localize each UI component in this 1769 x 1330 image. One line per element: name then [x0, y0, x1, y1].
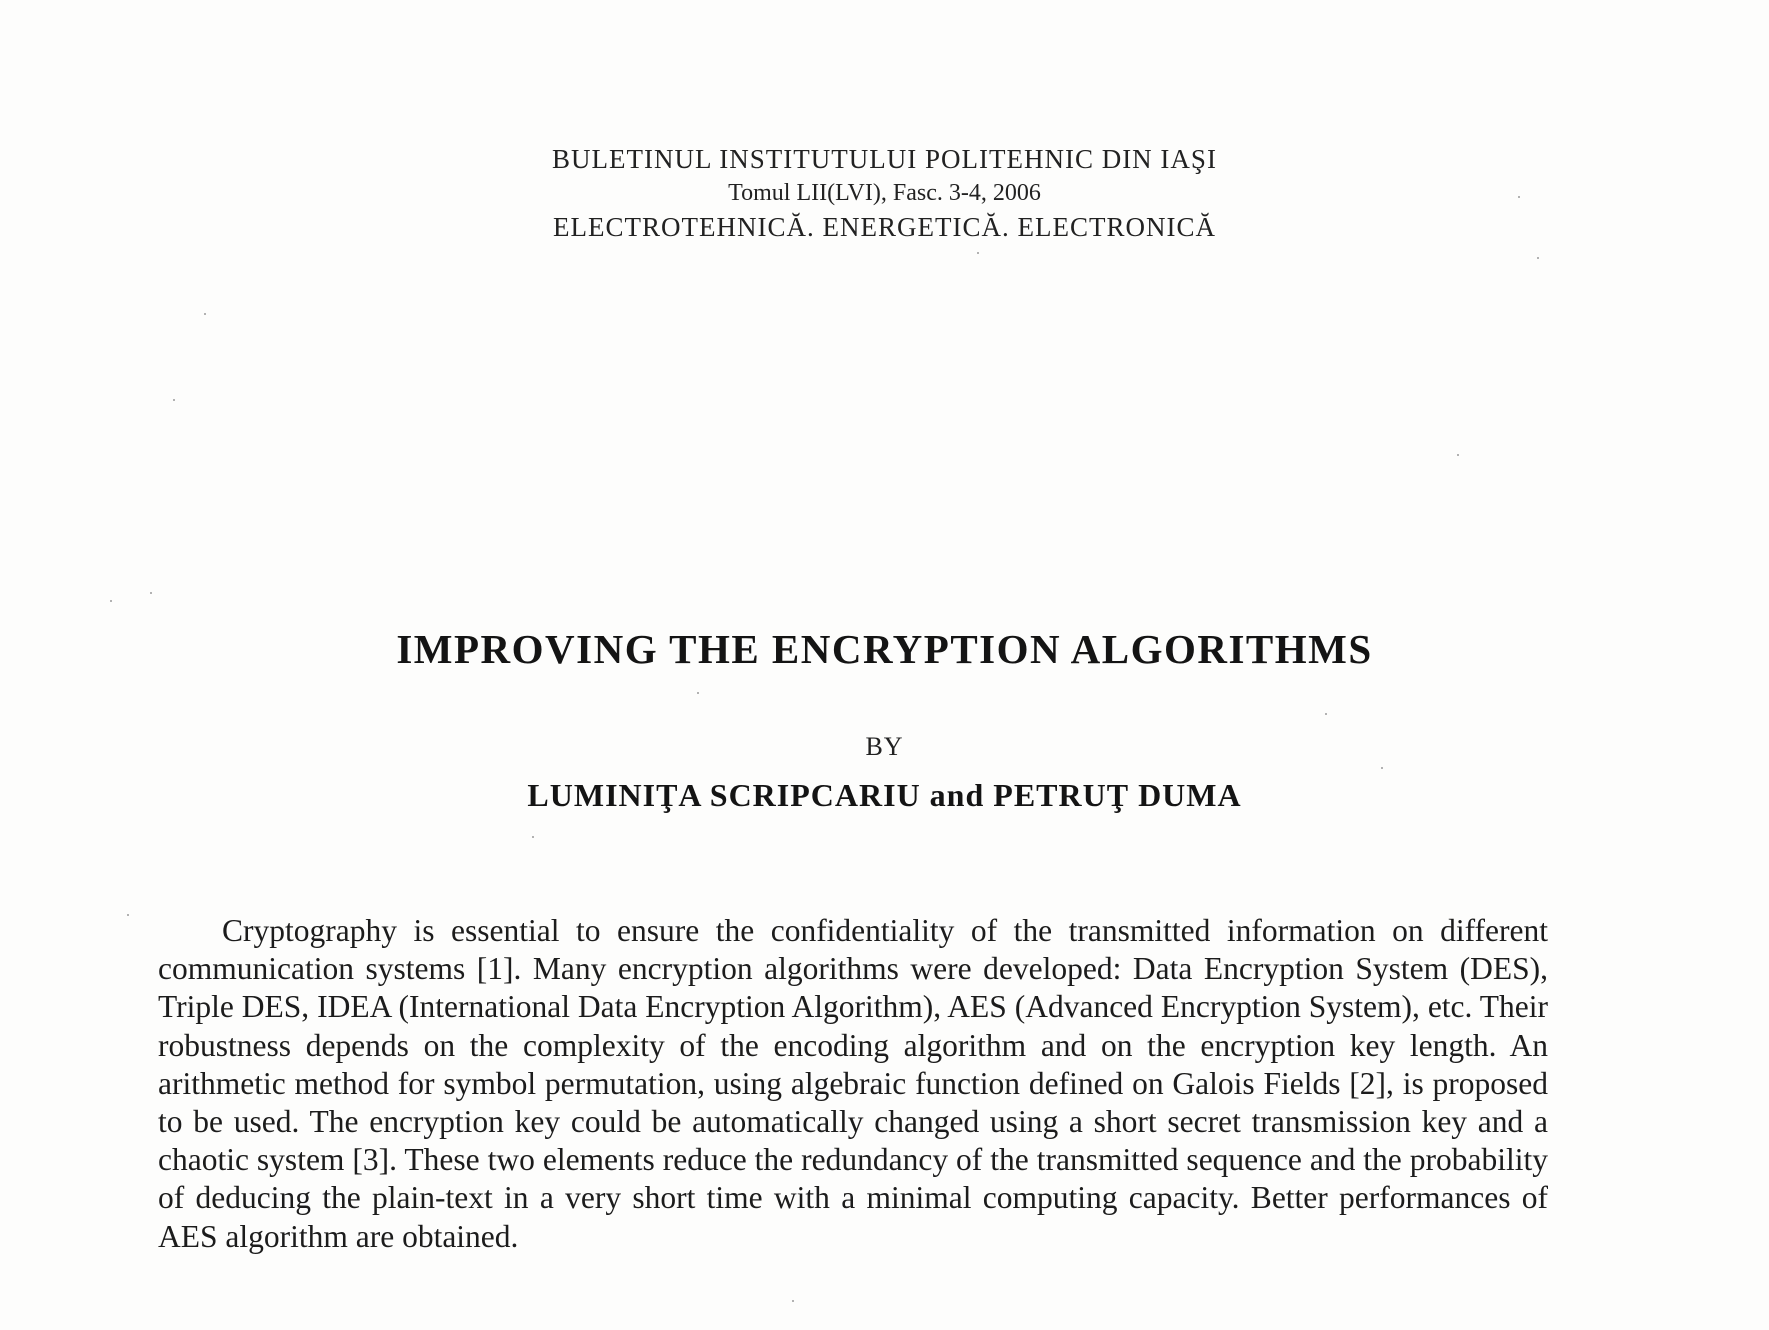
scan-speck [1457, 454, 1459, 456]
journal-volume: Tomul LII(LVI), Fasc. 3-4, 2006 [728, 180, 1041, 206]
scan-speck [110, 600, 112, 602]
scan-speck [532, 836, 534, 838]
scan-speck [1381, 767, 1383, 769]
journal-header [0, 142, 1769, 244]
scan-speck [173, 399, 175, 401]
scan-speck [792, 1300, 794, 1302]
scan-speck [1537, 257, 1539, 259]
scan-speck [1325, 713, 1327, 715]
by-line: BY [865, 732, 904, 761]
journal-section: ELECTROTEHNICĂ. ENERGETICĂ. ELECTRONICĂ [553, 212, 1216, 242]
scan-speck [697, 692, 699, 694]
scan-speck [204, 313, 206, 315]
scan-speck [1518, 196, 1520, 198]
scan-speck [150, 592, 152, 594]
paper-authors: LUMINIŢA SCRIPCARIU and PETRUŢ DUMA [527, 777, 1242, 813]
paper-title: IMPROVING THE ENCRYPTION ALGORITHMS [396, 626, 1373, 672]
scan-speck [977, 252, 979, 254]
journal-name: BULETINUL INSTITUTULUI POLITEHNIC DIN IAŞI [552, 144, 1217, 174]
scan-speck [127, 914, 129, 916]
abstract-paragraph: Cryptography is essential to ensure the confidentiality of the transmitted information on different communication systems [1]. Many encryption algorithms were developed: Data Encryption System (DES), Triple DES, IDEA (International Data Encryption Algorithm), AES (Advanced Encryption System), etc. Their robustness depends on the complexity of the encoding algorithm and on the encryption key length. An arithmetic method for symbol permutation, using algebraic function defined on Galois Fields [2], is proposed to be used. The encryption key could be automatically changed using a short secret transmission key and a chaotic system [3]. These two elements reduce the redundancy of the transmitted sequence and the probability of deducing the plain-text in a very short time with a minimal computing capacity. Better performances of AES algorithm are obtained. [158, 913, 1548, 1254]
